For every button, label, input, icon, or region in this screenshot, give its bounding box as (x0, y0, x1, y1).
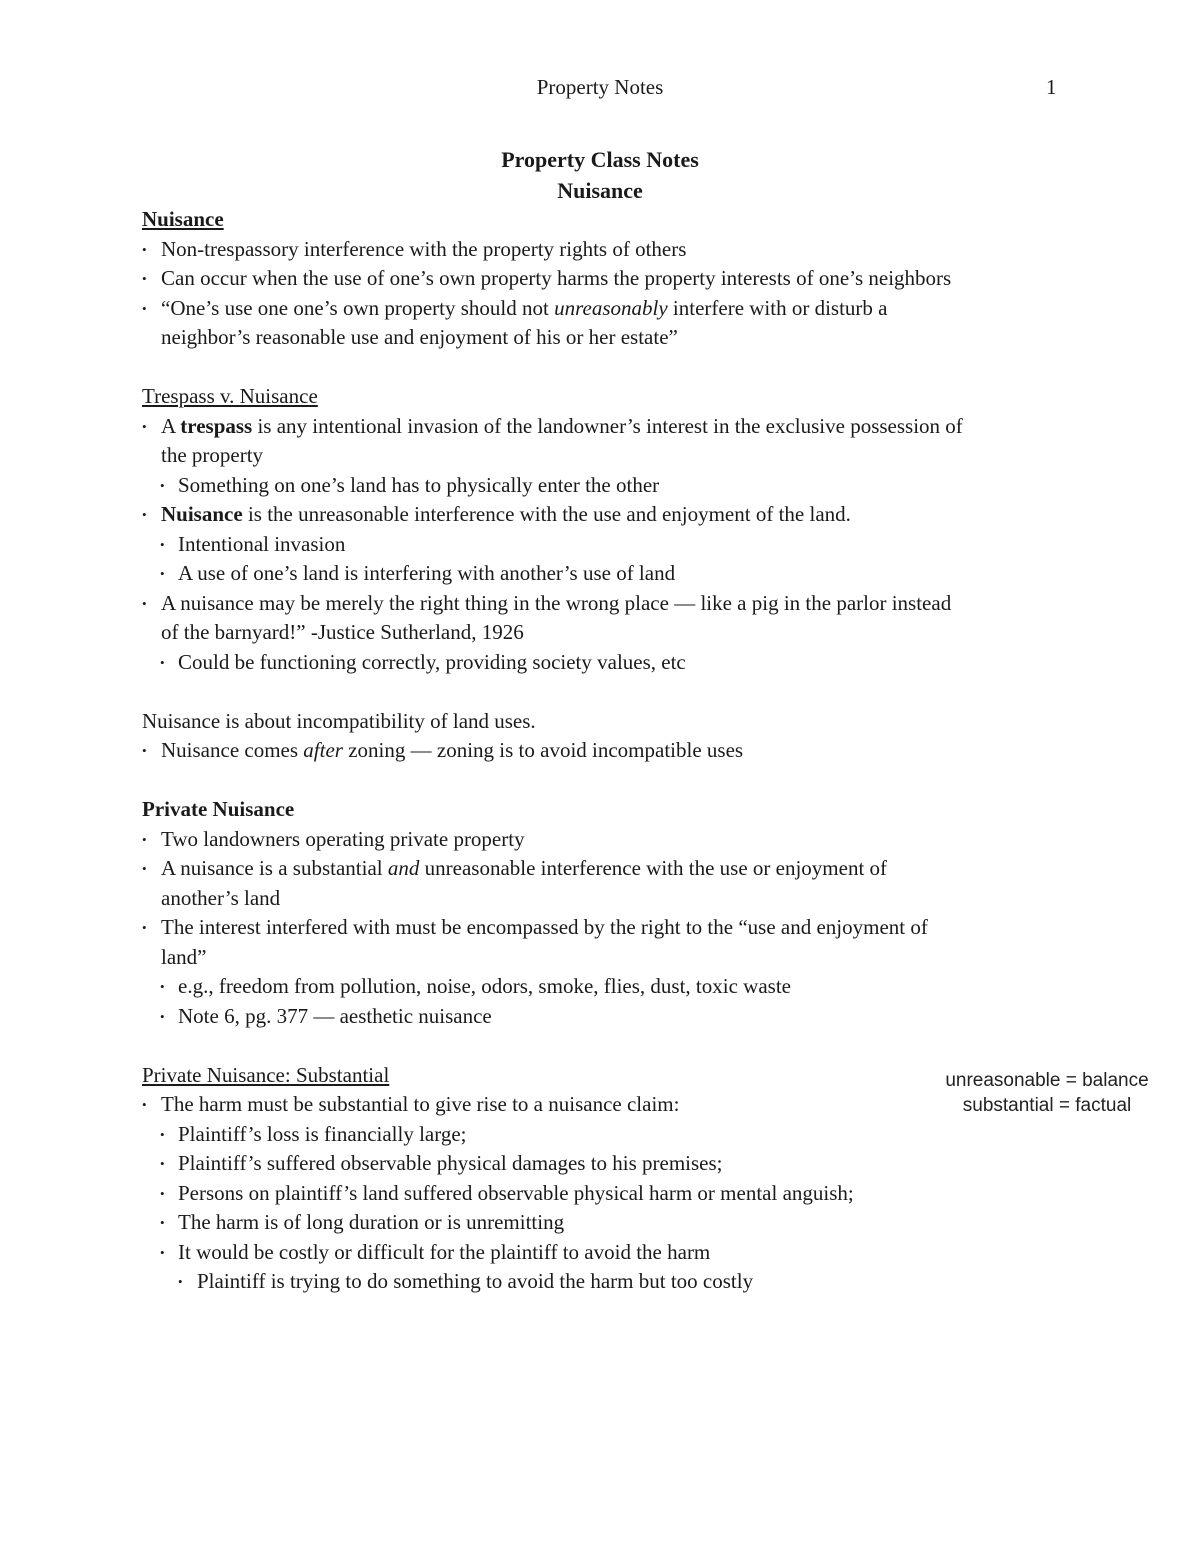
list-item-continuation: another’s land (161, 885, 281, 910)
bullet-icon: • (142, 507, 147, 522)
list-item: • A nuisance may be merely the right thing in the wrong place — like a pig in the parlor instead (142, 589, 1072, 619)
sub-list-item: • Persons on plaintiff’s land suffered observable physical harm or mental anguish; (142, 1179, 1072, 1209)
list-item: • A nuisance is a substantial and unreasonable interference with the use or enjoyment of (142, 854, 1072, 884)
bullet-icon: • (160, 654, 165, 670)
margin-note-line1: unreasonable = balance (945, 1070, 1149, 1091)
document-title-line2: Nuisance (557, 178, 643, 203)
document-title (0, 144, 1200, 206)
margin-note (922, 1068, 1172, 1118)
section-heading-nuisance: Nuisance (142, 207, 224, 231)
list-item: • Two landowners operating private property (142, 825, 1072, 855)
bullet-icon: • (142, 831, 147, 847)
paragraph: Nuisance is about incompatibility of land uses. (142, 708, 536, 733)
bullet-icon: • (160, 477, 165, 493)
bullet-icon: • (160, 1008, 165, 1024)
bullet-icon: • (142, 418, 147, 434)
bullet-icon: • (160, 1244, 165, 1260)
bullet-icon: • (160, 536, 165, 552)
list-item: • The harm must be substantial to give rise to a nuisance claim: (142, 1090, 1072, 1120)
list-item: • A trespass is any intentional invasion of the landowner’s interest in the exclusive possession of (142, 412, 1072, 442)
bullet-icon: • (160, 1215, 165, 1230)
bullet-icon: • (160, 1185, 165, 1201)
notes-body (142, 205, 1072, 1297)
bullet-icon: • (142, 241, 147, 257)
list-item: • Nuisance is the unreasonable interference with the use and enjoyment of the land. (142, 500, 1072, 530)
bullet-icon: • (160, 1126, 165, 1142)
sub-list-item: • The harm is of long duration or is unremitting (142, 1208, 1072, 1238)
sub-list-item: • Could be functioning correctly, providing society values, etc (142, 648, 1072, 678)
sub-sub-list-item: • Plaintiff is trying to do something to avoid the harm but too costly (142, 1267, 1072, 1297)
sub-list-item: • It would be costly or difficult for the plaintiff to avoid the harm (142, 1238, 1072, 1268)
section-heading-trespass-v-nuisance: Trespass v. Nuisance (142, 384, 318, 408)
document-title-line1: Property Class Notes (501, 147, 699, 172)
list-item-continuation: of the barnyard!” -Justice Sutherland, 1926 (161, 620, 524, 644)
bullet-icon: • (142, 1097, 147, 1112)
list-item: • Non-trespassory interference with the property rights of others (142, 235, 1072, 265)
bullet-icon: • (160, 566, 165, 581)
sub-list-item: • e.g., freedom from pollution, noise, odors, smoke, flies, dust, toxic waste (142, 972, 1072, 1002)
list-item: • Nuisance comes after zoning — zoning is to avoid incompatible uses (142, 736, 1072, 766)
sub-list-item: • Note 6, pg. 377 — aesthetic nuisance (142, 1002, 1072, 1032)
bullet-icon: • (142, 271, 147, 286)
section-heading-private-nuisance-substantial: Private Nuisance: Substantial (142, 1062, 390, 1087)
running-header-title: Property Notes (536, 75, 664, 99)
sub-list-item: • Plaintiff’s suffered observable physical damages to his premises; (142, 1149, 1072, 1179)
margin-note-line2: substantial = factual (962, 1095, 1132, 1116)
bullet-icon: • (142, 595, 147, 611)
list-item-continuation: neighbor’s reasonable use and enjoyment of his or her estate” (161, 325, 678, 349)
list-item: • Can occur when the use of one’s own property harms the property interests of one’s neighbors (142, 264, 1072, 294)
list-item-continuation: the property (161, 443, 264, 467)
bullet-icon: • (142, 743, 147, 758)
bullet-icon: • (160, 1156, 165, 1171)
sub-list-item: • Plaintiff’s loss is financially large; (142, 1120, 1072, 1150)
bullet-icon: • (142, 300, 147, 316)
section-heading-private-nuisance: Private Nuisance (142, 797, 295, 821)
list-item: • The interest interfered with must be encompassed by the right to the “use and enjoyment of (142, 913, 1072, 943)
bullet-icon: • (178, 1274, 183, 1289)
sub-list-item: • A use of one’s land is interfering with another’s use of land (142, 559, 1072, 589)
bullet-icon: • (142, 920, 147, 935)
list-item-continuation: land” (161, 944, 207, 969)
sub-list-item: • Intentional invasion (142, 530, 1072, 560)
page-number: 1 (1046, 75, 1057, 99)
sub-list-item: • Something on one’s land has to physically enter the other (142, 471, 1072, 501)
bullet-icon: • (142, 861, 147, 876)
list-item: • “One’s use one one’s own property should not unreasonably interfere with or disturb a (142, 294, 1072, 324)
bullet-icon: • (160, 979, 165, 994)
